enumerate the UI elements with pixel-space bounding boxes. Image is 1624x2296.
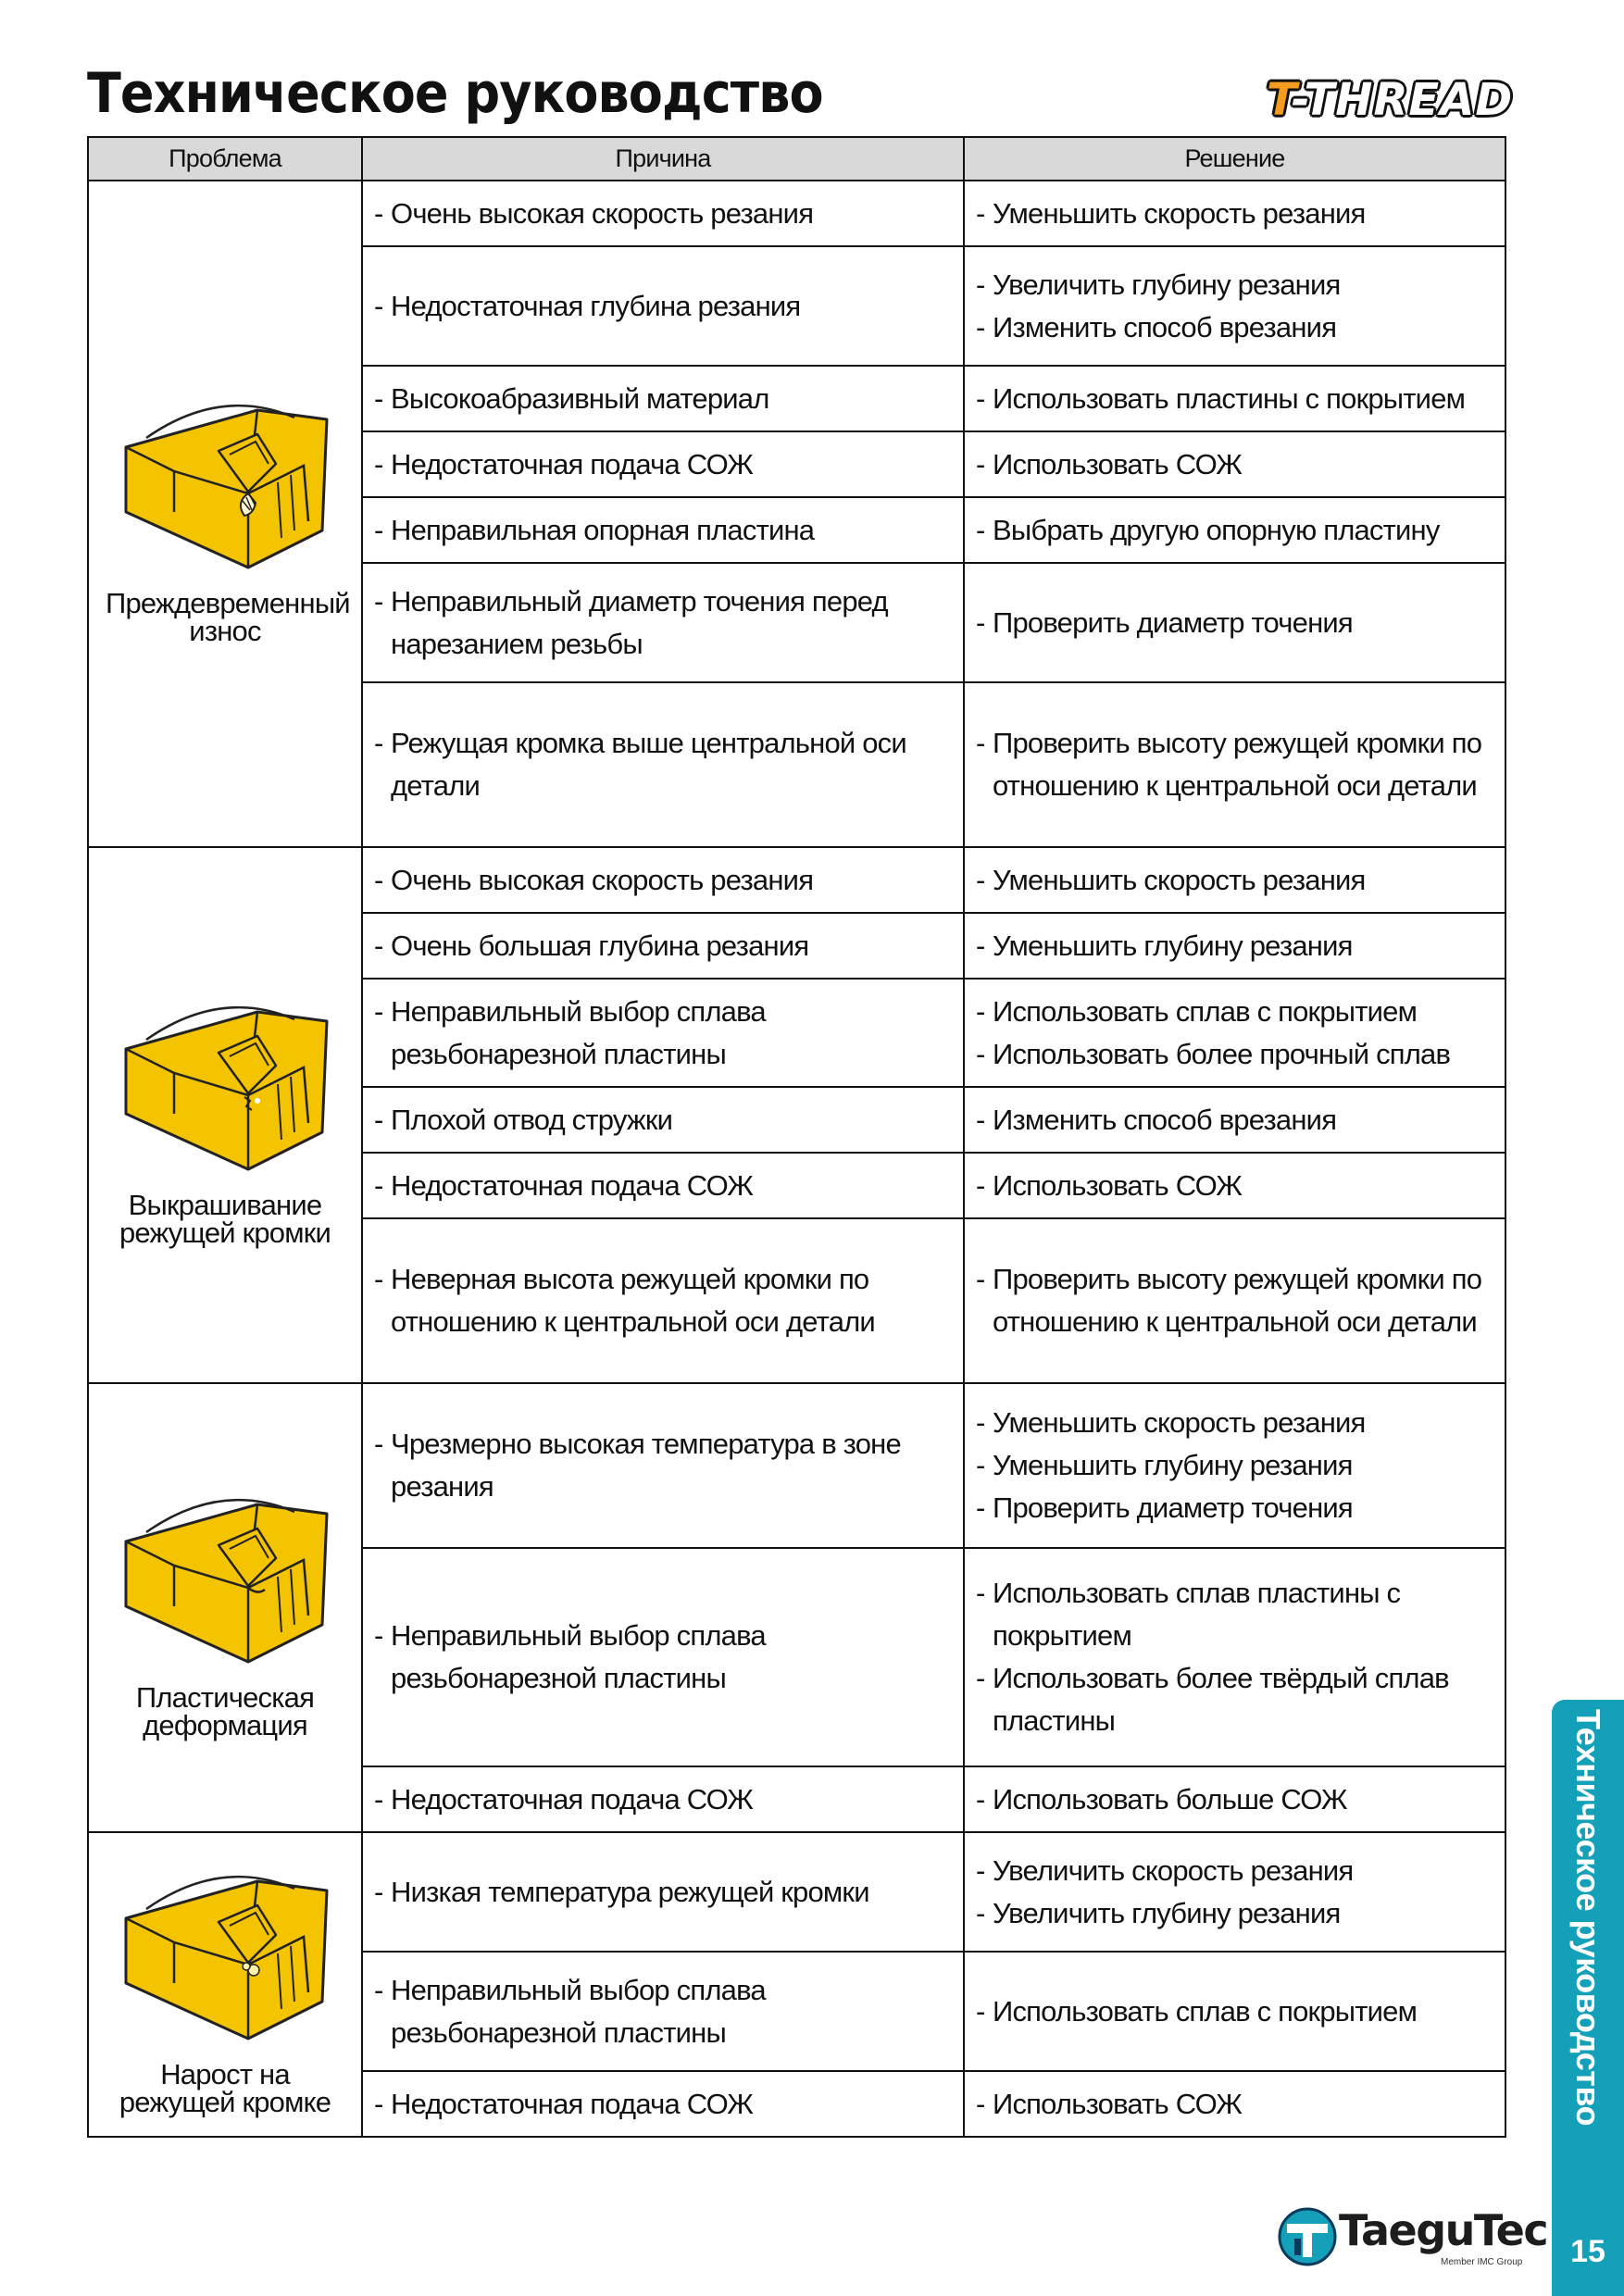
solution-cell-text: Уменьшить скорость резания bbox=[993, 863, 1366, 896]
company-name: TaeguTec bbox=[1339, 2205, 1548, 2255]
solution-cell-text: Проверить высоту режущей кромки по отношению к центральной оси детали bbox=[993, 1263, 1482, 1338]
cause-cell-line bbox=[374, 509, 952, 552]
cause-cell-text: Недостаточная глубина резания bbox=[391, 289, 801, 322]
solution-cell-text: Увеличить глубину резания bbox=[993, 268, 1341, 301]
bullet-dash: - bbox=[976, 2087, 985, 2120]
solution-cell-line bbox=[976, 722, 1493, 807]
bullet-dash: - bbox=[976, 1168, 985, 1202]
solution-cell-line bbox=[976, 1487, 1493, 1529]
problem-label: Пластическая деформация bbox=[135, 1680, 315, 1741]
cause-cell-text: Недостаточная подача СОЖ bbox=[391, 447, 754, 480]
bullet-dash: - bbox=[976, 1577, 985, 1609]
threading-insert-chip-icon bbox=[119, 984, 331, 1179]
problem-label: Выкрашивание режущей кромки bbox=[119, 1188, 331, 1249]
solution-cell bbox=[964, 682, 1505, 847]
cause-cell-text: Недостаточная подача СОЖ bbox=[391, 1168, 754, 1202]
cause-cell-text: Недостаточная подача СОЖ bbox=[391, 2087, 754, 2120]
solution-cell bbox=[964, 1383, 1505, 1548]
bullet-dash: - bbox=[976, 1782, 985, 1816]
solution-cell-text: Проверить диаметр точения bbox=[993, 605, 1353, 639]
bullet-dash: - bbox=[976, 1037, 985, 1070]
cause-cell-line bbox=[374, 991, 952, 1076]
cause-cell-text: Неправильный выбор сплава резьбонарезной пластины bbox=[391, 1973, 766, 2049]
cause-cell-line bbox=[374, 193, 952, 235]
solution-cell-line bbox=[976, 443, 1493, 486]
threading-insert-wear-icon bbox=[119, 382, 331, 577]
brand-logo-thread: -THREAD bbox=[1291, 74, 1514, 126]
bullet-dash: - bbox=[976, 863, 985, 896]
cause-cell bbox=[362, 979, 964, 1087]
bullet-dash: - bbox=[976, 605, 985, 639]
solution-cell-text: Использовать СОЖ bbox=[993, 2087, 1243, 2120]
bullet-dash: - bbox=[374, 1103, 383, 1136]
solution-cell bbox=[964, 979, 1505, 1087]
solution-cell bbox=[964, 1153, 1505, 1218]
cause-cell bbox=[362, 1952, 964, 2071]
bullet-dash: - bbox=[374, 727, 383, 759]
column-header-cause: Причина bbox=[362, 137, 964, 181]
cause-cell-text: Очень высокая скорость резания bbox=[391, 196, 814, 230]
bullet-dash: - bbox=[374, 447, 383, 480]
page-number: 15 bbox=[1570, 2233, 1605, 2269]
cause-cell-line bbox=[374, 859, 952, 902]
solution-cell-text: Использовать больше СОЖ bbox=[993, 1782, 1347, 1816]
solution-cell-line bbox=[976, 2083, 1493, 2126]
bullet-dash: - bbox=[976, 994, 985, 1028]
cause-cell-text: Очень высокая скорость резания bbox=[391, 863, 814, 896]
solution-cell bbox=[964, 1832, 1505, 1952]
bullet-dash: - bbox=[374, 994, 383, 1028]
solution-cell bbox=[964, 1548, 1505, 1766]
solution-cell-line bbox=[976, 602, 1493, 644]
bullet-dash: - bbox=[374, 929, 383, 962]
solution-cell bbox=[964, 431, 1505, 497]
solution-cell bbox=[964, 181, 1505, 246]
solution-cell-line bbox=[976, 1990, 1493, 2033]
solution-cell-line bbox=[976, 1850, 1493, 1892]
cause-cell-line bbox=[374, 378, 952, 420]
solution-cell bbox=[964, 2071, 1505, 2137]
cause-cell bbox=[362, 563, 964, 682]
solution-cell bbox=[964, 1952, 1505, 2071]
bullet-dash: - bbox=[976, 1406, 985, 1439]
solution-cell-line bbox=[976, 378, 1493, 420]
cause-cell-text: Неправильный выбор сплава резьбонарезной пластины bbox=[391, 1619, 766, 1694]
solution-cell-text: Использовать СОЖ bbox=[993, 1168, 1243, 1202]
cause-cell bbox=[362, 497, 964, 563]
cause-cell bbox=[362, 246, 964, 366]
bullet-dash: - bbox=[374, 1875, 383, 1908]
cause-cell-text: Режущая кромка выше центральной оси детали bbox=[391, 727, 906, 802]
cause-cell-text: Недостаточная подача СОЖ bbox=[391, 1782, 754, 1816]
solution-cell-text: Использовать пластины с покрытием bbox=[993, 381, 1466, 415]
company-tagline: Member IMC Group bbox=[1441, 2257, 1523, 2267]
cause-cell-text: Чрезмерно высокая температура в зоне резания bbox=[391, 1428, 901, 1503]
bullet-dash: - bbox=[976, 513, 985, 546]
solution-cell-text: Изменить способ врезания bbox=[993, 310, 1337, 343]
solution-cell-text: Уменьшить глубину резания bbox=[993, 1449, 1353, 1481]
cause-cell-line bbox=[374, 722, 952, 807]
problem-cell bbox=[88, 181, 362, 847]
bullet-dash: - bbox=[374, 289, 383, 322]
cause-cell-text: Высокоабразивный материал bbox=[391, 381, 769, 415]
solution-cell bbox=[964, 366, 1505, 431]
solution-cell-line bbox=[976, 1778, 1493, 1821]
cause-cell bbox=[362, 1548, 964, 1766]
cause-cell-text: Неправильный выбор сплава резьбонарезной пластины bbox=[391, 994, 766, 1070]
cause-cell bbox=[362, 1153, 964, 1218]
bullet-dash: - bbox=[374, 513, 383, 546]
solution-cell bbox=[964, 847, 1505, 913]
cause-cell-line bbox=[374, 580, 952, 666]
solution-cell-text: Уменьшить глубину резания bbox=[993, 929, 1353, 962]
bullet-dash: - bbox=[374, 863, 383, 896]
solution-cell-line bbox=[976, 991, 1493, 1033]
bullet-dash: - bbox=[976, 381, 985, 415]
cause-cell-text: Неправильный диаметр точения перед нарезанием резьбы bbox=[391, 584, 888, 660]
bullet-dash: - bbox=[976, 1103, 985, 1136]
bullet-dash: - bbox=[374, 1168, 383, 1202]
bullet-dash: - bbox=[976, 1994, 985, 2028]
cause-cell-text: Неверная высота режущей кромки по отношению к центральной оси детали bbox=[391, 1263, 875, 1338]
problem-cell bbox=[88, 847, 362, 1383]
bullet-dash: - bbox=[374, 2087, 383, 2120]
solution-cell-line bbox=[976, 1572, 1493, 1657]
bullet-dash: - bbox=[976, 1263, 985, 1295]
bullet-dash: - bbox=[374, 381, 383, 415]
solution-cell-line bbox=[976, 1892, 1493, 1935]
cause-cell-line bbox=[374, 1969, 952, 2054]
solution-cell-line bbox=[976, 264, 1493, 306]
cause-cell-text: Неправильная опорная пластина bbox=[391, 513, 815, 546]
solution-cell-line bbox=[976, 1444, 1493, 1487]
problem-label: Преждевременный износ bbox=[106, 587, 350, 647]
cause-cell bbox=[362, 682, 964, 847]
troubleshooting-table bbox=[87, 136, 1506, 2138]
bullet-dash: - bbox=[976, 447, 985, 480]
solution-cell-line bbox=[976, 1099, 1493, 1142]
cause-cell bbox=[362, 1218, 964, 1383]
solution-cell-line bbox=[976, 509, 1493, 552]
problem-label: Нарост на режущей кромке bbox=[119, 2057, 331, 2118]
bullet-dash: - bbox=[976, 1449, 985, 1481]
side-tab-label: Техническое руководство bbox=[1569, 1709, 1607, 2127]
cause-cell bbox=[362, 2071, 964, 2137]
bullet-dash: - bbox=[976, 196, 985, 230]
bullet-dash: - bbox=[976, 727, 985, 759]
bullet-dash: - bbox=[976, 1896, 985, 1929]
solution-cell-line bbox=[976, 859, 1493, 902]
bullet-dash: - bbox=[374, 196, 383, 230]
bullet-dash: - bbox=[976, 1853, 985, 1887]
solution-cell bbox=[964, 563, 1505, 682]
solution-cell-text: Выбрать другую опорную пластину bbox=[993, 513, 1440, 546]
solution-cell-line bbox=[976, 193, 1493, 235]
solution-cell-text: Использовать сплав с покрытием bbox=[993, 994, 1418, 1028]
bullet-dash: - bbox=[374, 1263, 383, 1295]
table-header-row bbox=[88, 137, 1505, 181]
solution-cell-text: Использовать сплав с покрытием bbox=[993, 1994, 1418, 2028]
table-row bbox=[88, 847, 1505, 913]
cause-cell-text: Низкая температура режущей кромки bbox=[391, 1875, 869, 1908]
bullet-dash: - bbox=[976, 1662, 985, 1694]
solution-cell bbox=[964, 246, 1505, 366]
bullet-dash: - bbox=[976, 310, 985, 343]
cause-cell-line bbox=[374, 2083, 952, 2126]
cause-cell bbox=[362, 366, 964, 431]
cause-cell bbox=[362, 1832, 964, 1952]
bullet-dash: - bbox=[374, 1973, 383, 2006]
solution-cell-text: Использовать СОЖ bbox=[993, 447, 1243, 480]
cause-cell bbox=[362, 1383, 964, 1548]
solution-cell-text: Использовать сплав пластины с покрытием bbox=[993, 1577, 1401, 1652]
solution-cell bbox=[964, 1218, 1505, 1383]
bullet-dash: - bbox=[374, 1619, 383, 1652]
solution-cell-text: Проверить высоту режущей кромки по отношению к центральной оси детали bbox=[993, 727, 1482, 802]
table-body bbox=[88, 181, 1505, 2137]
problem-cell bbox=[88, 1832, 362, 2137]
bullet-dash: - bbox=[374, 1428, 383, 1460]
bullet-dash: - bbox=[976, 929, 985, 962]
solution-cell-text: Уменьшить скорость резания bbox=[993, 196, 1366, 230]
threading-insert-buildup-icon bbox=[119, 1853, 331, 2048]
solution-cell-line bbox=[976, 1165, 1493, 1207]
cause-cell bbox=[362, 1766, 964, 1832]
cause-cell-line bbox=[374, 1778, 952, 1821]
bullet-dash: - bbox=[976, 268, 985, 301]
cause-cell-text: Плохой отвод стружки bbox=[391, 1103, 673, 1136]
bullet-dash: - bbox=[374, 584, 383, 618]
cause-cell bbox=[362, 431, 964, 497]
cause-cell-line bbox=[374, 1871, 952, 1914]
brand-logo bbox=[1267, 74, 1514, 130]
solution-cell-text: Уменьшить скорость резания bbox=[993, 1406, 1366, 1439]
cause-cell-line bbox=[374, 443, 952, 486]
cause-cell bbox=[362, 181, 964, 246]
solution-cell bbox=[964, 1087, 1505, 1153]
solution-cell-line bbox=[976, 1258, 1493, 1343]
cause-cell-line bbox=[374, 1099, 952, 1142]
cause-cell-line bbox=[374, 1258, 952, 1343]
brand-logo-t: T bbox=[1267, 74, 1292, 126]
bullet-dash: - bbox=[976, 1491, 985, 1524]
solution-cell-text: Увеличить скорость резания bbox=[993, 1853, 1354, 1887]
table-row bbox=[88, 181, 1505, 246]
threading-insert-deform-icon bbox=[119, 1477, 331, 1671]
solution-cell-text: Использовать более твёрдый сплав пластины bbox=[993, 1662, 1449, 1737]
column-header-solution: Решение bbox=[964, 137, 1505, 181]
cause-cell-line bbox=[374, 285, 952, 328]
solution-cell bbox=[964, 497, 1505, 563]
cause-cell-line bbox=[374, 1165, 952, 1207]
solution-cell-line bbox=[976, 1033, 1493, 1076]
solution-cell-text: Изменить способ врезания bbox=[993, 1103, 1337, 1136]
solution-cell-line bbox=[976, 306, 1493, 349]
cause-cell bbox=[362, 1087, 964, 1153]
page-title: Техническое руководство bbox=[87, 61, 823, 126]
cause-cell-line bbox=[374, 1615, 952, 1700]
cause-cell-line bbox=[374, 925, 952, 967]
solution-cell-text: Проверить диаметр точения bbox=[993, 1491, 1353, 1524]
table-row bbox=[88, 1383, 1505, 1548]
solution-cell-text: Использовать более прочный сплав bbox=[993, 1037, 1451, 1070]
cause-cell-line bbox=[374, 1423, 952, 1508]
bullet-dash: - bbox=[374, 1782, 383, 1816]
solution-cell-line bbox=[976, 925, 1493, 967]
column-header-problem: Проблема bbox=[88, 137, 362, 181]
cause-cell bbox=[362, 913, 964, 979]
solution-cell-line bbox=[976, 1402, 1493, 1444]
cause-cell-text: Очень большая глубина резания bbox=[391, 929, 809, 962]
solution-cell bbox=[964, 1766, 1505, 1832]
table-row bbox=[88, 1832, 1505, 1952]
solution-cell-text: Увеличить глубину резания bbox=[993, 1896, 1341, 1929]
cause-cell bbox=[362, 847, 964, 913]
solution-cell bbox=[964, 913, 1505, 979]
solution-cell-line bbox=[976, 1657, 1493, 1742]
problem-cell bbox=[88, 1383, 362, 1832]
